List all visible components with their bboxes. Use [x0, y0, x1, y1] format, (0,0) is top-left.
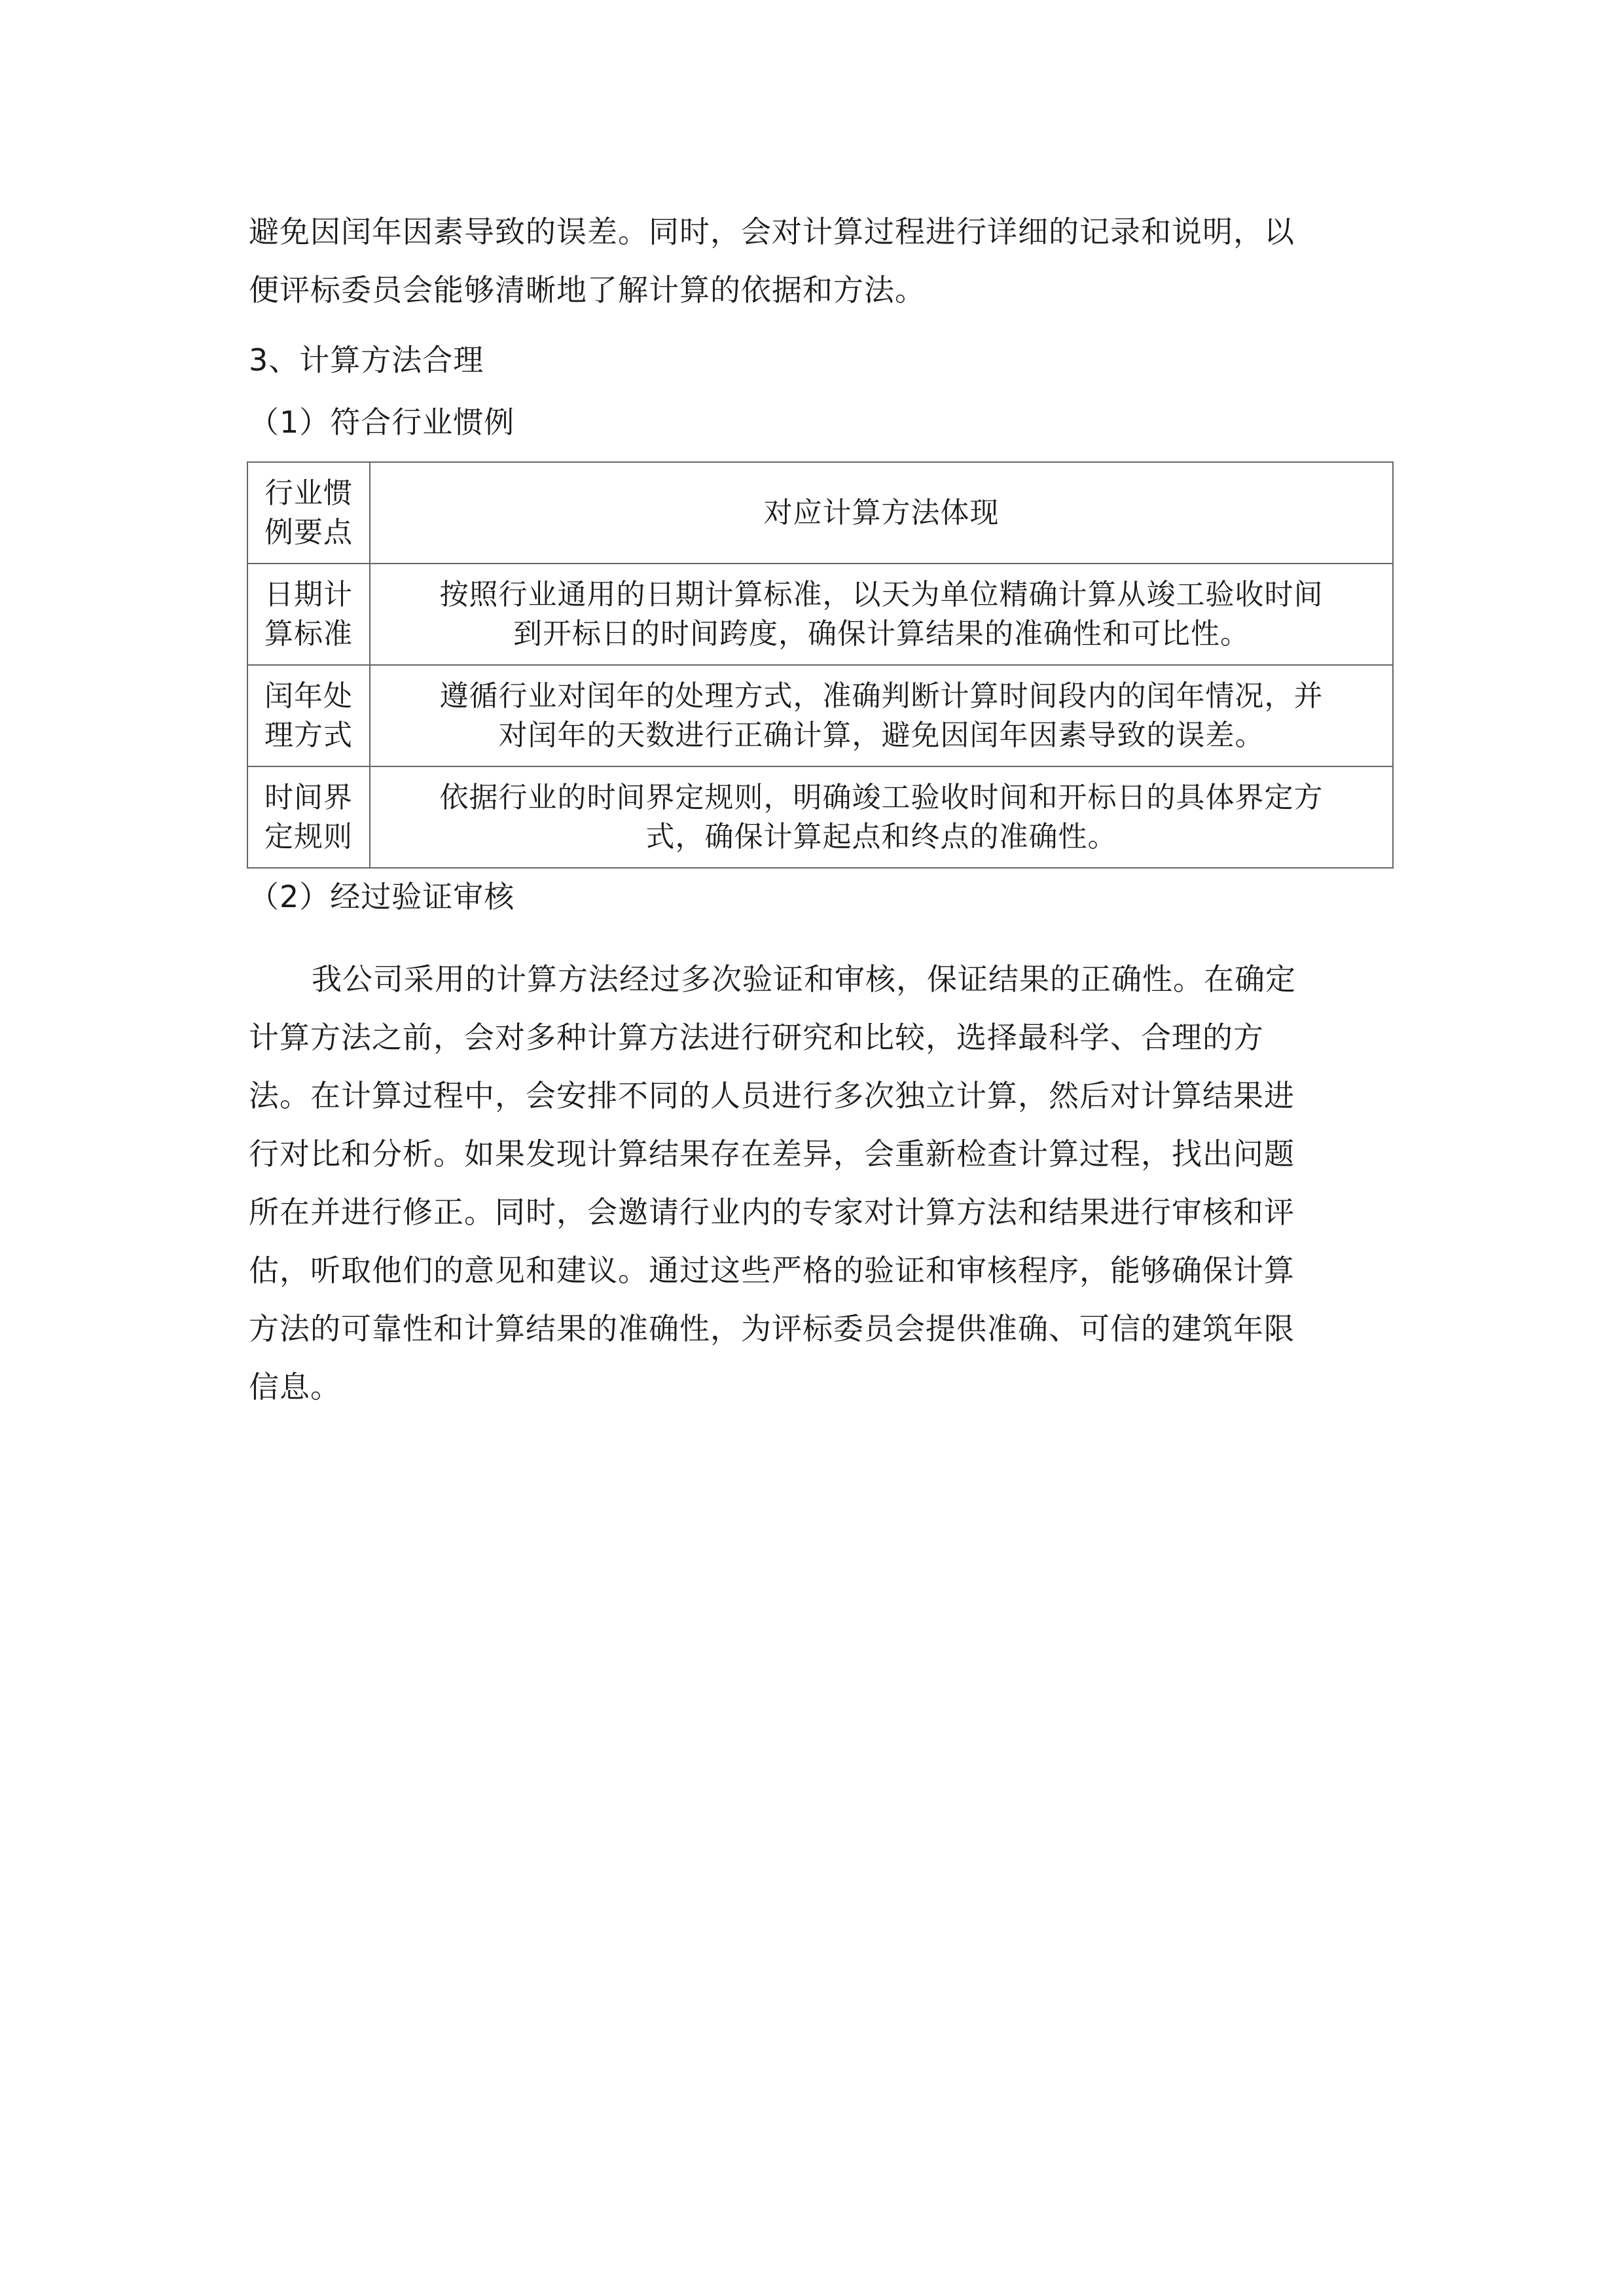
intro-line: 便评标委员会能够清晰地了解计算的依据和方法。 [249, 272, 926, 308]
table-row [247, 564, 1393, 665]
section-heading: 3、计算方法合理 [249, 342, 484, 378]
table-header-row [247, 462, 1393, 564]
body-line: 方法的可靠性和计算结果的准确性，为评标委员会提供准确、可信的建筑年限 [249, 1311, 1295, 1346]
body-line: 估，听取他们的意见和建议。通过这些严格的验证和审核程序，能够确保计算 [249, 1253, 1295, 1288]
body-line: 计算方法之前，会对多种计算方法进行研究和比较，选择最科学、合理的方 [249, 1020, 1264, 1055]
body-line: 法。在计算过程中，会安排不同的人员进行多次独立计算，然后对计算结果进 [249, 1078, 1295, 1113]
table-cell-key: 日期计 算标准 [247, 564, 370, 665]
sub-heading-industry-practice: （1）符合行业惯例 [249, 404, 515, 440]
intro-line: 避免因闰年因素导致的误差。同时，会对计算过程进行详细的记录和说明，以 [249, 214, 1295, 249]
table-cell-value: 遵循行业对闰年的处理方式，准确判断计算时间段内的闰年情况，并 对闰年的天数进行正确计算，避免因闰年因素导致的误差。 [370, 665, 1393, 766]
body-line: 信息。 [249, 1369, 341, 1405]
intro-paragraph [249, 203, 1375, 319]
table-cell-value: 依据行业的时间界定规则，明确竣工验收时间和开标日的具体界定方 式，确保计算起点和终点的准确性。 [370, 766, 1393, 868]
table-row [247, 766, 1393, 868]
body-line: 我公司采用的计算方法经过多次验证和审核，保证结果的正确性。在确定 [312, 961, 1296, 997]
industry-practice-table [247, 461, 1394, 869]
table-header-value: 对应计算方法体现 [370, 462, 1393, 564]
body-paragraph [249, 950, 1375, 1416]
table-cell-value: 按照行业通用的日期计算标准，以天为单位精确计算从竣工验收时间 到开标日的时间跨度，确保计算结果的准确性和可比性。 [370, 564, 1393, 665]
table-cell-key: 时间界 定规则 [247, 766, 370, 868]
table-cell-key: 闰年处 理方式 [247, 665, 370, 766]
table-header-key: 行业惯 例要点 [247, 462, 370, 564]
sub-heading-verification: （2）经过验证审核 [249, 879, 515, 914]
body-line: 行对比和分析。如果发现计算结果存在差异，会重新检查计算过程，找出问题 [249, 1136, 1295, 1172]
body-line: 所在并进行修正。同时，会邀请行业内的专家对计算方法和结果进行审核和评 [249, 1194, 1295, 1230]
table-row [247, 665, 1393, 766]
